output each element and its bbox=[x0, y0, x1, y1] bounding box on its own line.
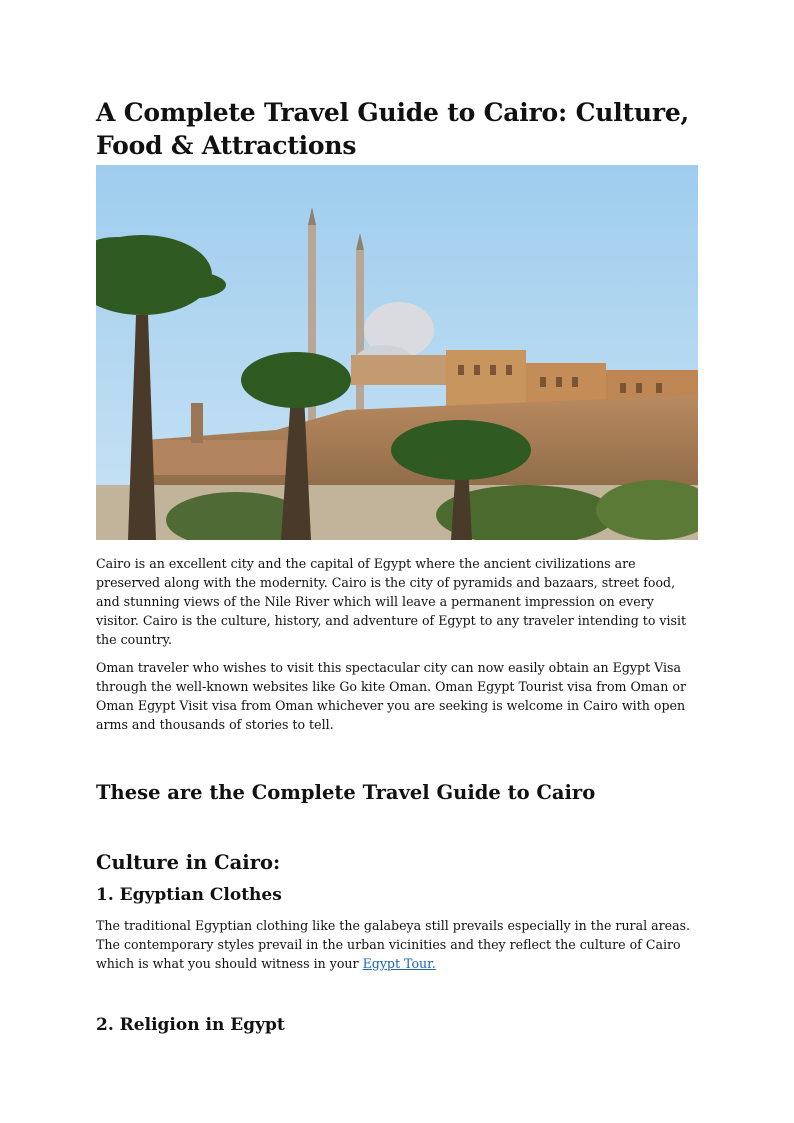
document-page bbox=[96, 96, 698, 1036]
page-title: A Complete Travel Guide to Cairo: Culture, Food & Attractions bbox=[96, 98, 690, 160]
visa-paragraph: Oman traveler who wishes to visit this spectacular city can now easily obtain an Egypt Visa through the well-known websites like Go kite Oman. Oman Egypt Tourist visa from Oman or Oman Egypt Visit visa from Oman whichever you are seeking is welcome in Cairo with open arms and thousands of stories to tell. bbox=[96, 660, 686, 732]
guide-heading: These are the Complete Travel Guide to Cairo bbox=[96, 781, 596, 804]
culture-heading: Culture in Cairo: bbox=[96, 851, 281, 874]
clothes-heading: 1. Egyptian Clothes bbox=[96, 885, 282, 905]
clothes-text: The traditional Egyptian clothing like the galabeya still prevails especially in the rural areas. The contemporary styles prevail in the urban vicinities and they reflect the culture of Cairo which is what you should witness in your bbox=[96, 918, 691, 971]
intro-paragraph: Cairo is an excellent city and the capital of Egypt where the ancient civilizations are preserved along with the modernity. Cairo is the city of pyramids and bazaars, street food, and stunning views of the Nile River which will leave a permanent impression on every visitor. Cairo is the culture, history, and adventure of Egypt to any traveler intending to visit the country. bbox=[96, 556, 687, 647]
religion-heading: 2. Religion in Egypt bbox=[96, 1015, 285, 1035]
cairo-citadel-photo bbox=[96, 165, 698, 540]
egypt-tour-link[interactable]: Egypt Tour. bbox=[362, 956, 436, 971]
clothes-paragraph bbox=[96, 916, 698, 973]
